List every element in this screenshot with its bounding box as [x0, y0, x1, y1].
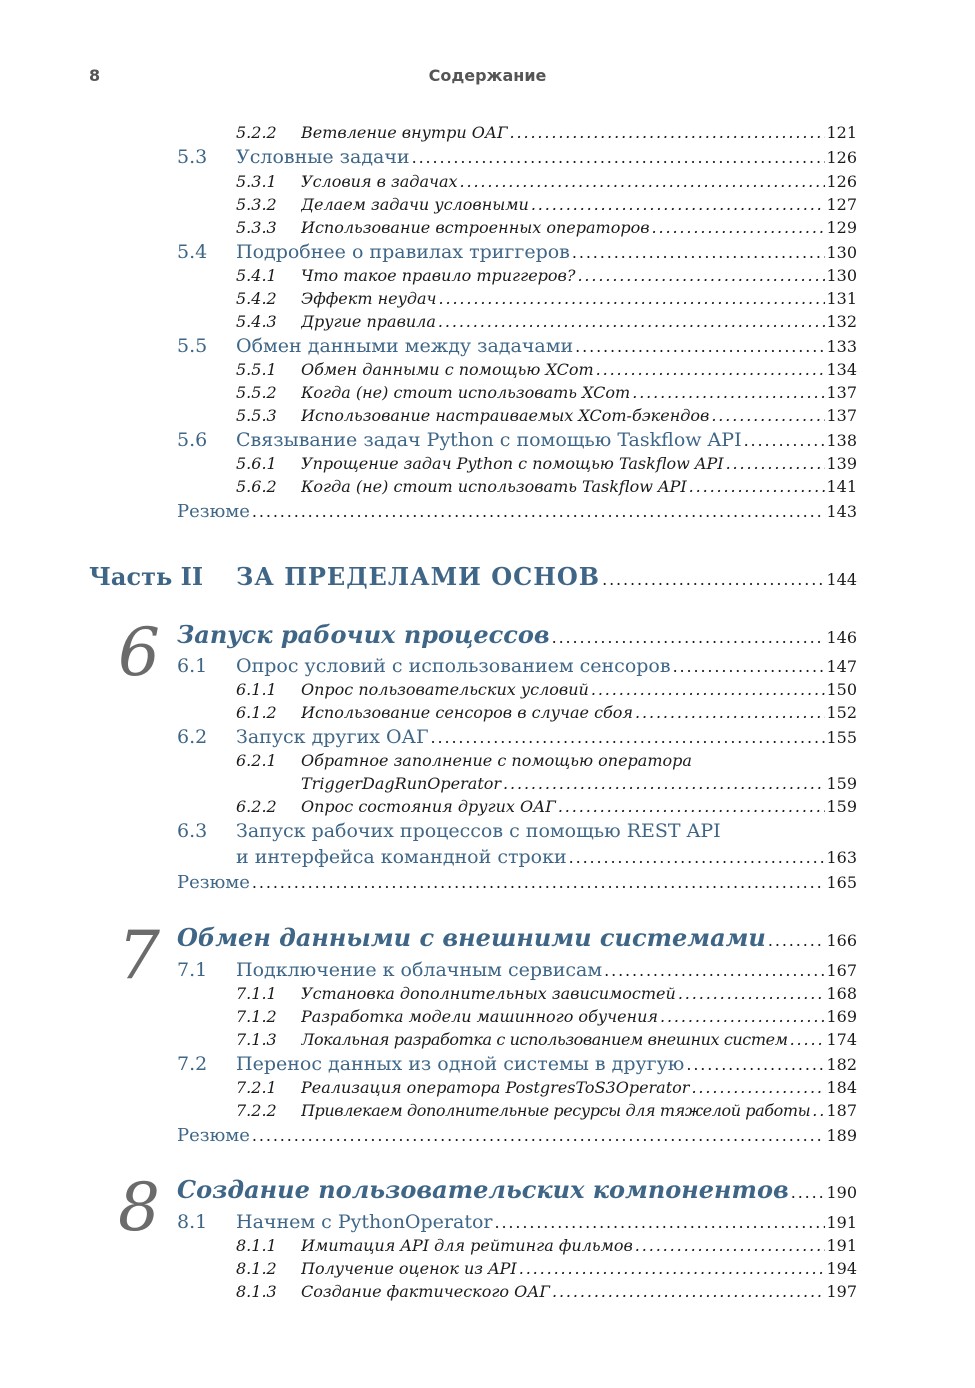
dot-leader: [604, 961, 825, 980]
entry-title: Другие правила: [301, 312, 436, 331]
dot-leader: [678, 984, 826, 1003]
entry-number: 7.2.1: [236, 1078, 277, 1097]
entry-page: 168: [826, 984, 857, 1003]
entry-title: Создание пользовательских компонентов: [177, 1175, 789, 1204]
toc-entry-6-2[interactable]: [177, 726, 857, 748]
toc-entry-7-2-2[interactable]: [236, 1101, 857, 1120]
entry-title: Создание фактического ОАГ: [301, 1282, 550, 1301]
dot-leader: [686, 1055, 825, 1074]
toc-entry-6-3[interactable]: [177, 820, 857, 842]
entry-number: 5.4.2: [236, 289, 277, 308]
entry-title: Использование сенсоров в случае сбоя: [301, 703, 634, 722]
toc-entry-6-2-2[interactable]: [236, 797, 857, 816]
dot-leader: [575, 337, 825, 356]
entry-number: 5.5.3: [236, 406, 277, 425]
dot-leader: [652, 218, 826, 237]
toc-entry-5-5-2[interactable]: [236, 383, 857, 402]
entry-title: Обмен данными с внешними системами: [177, 923, 766, 952]
dot-leader: [711, 406, 825, 425]
entry-page: 141: [826, 477, 857, 496]
dot-leader: [673, 657, 826, 676]
dot-leader: [768, 931, 826, 950]
entry-page: 130: [826, 266, 857, 285]
toc-entry-7-1-1[interactable]: [236, 984, 857, 1003]
entry-number: 5.6.2: [236, 477, 277, 496]
dot-leader: [791, 1183, 826, 1202]
entry-title: Обратное заполнение с помощью оператора: [301, 751, 692, 770]
entry-number: 5.6.1: [236, 454, 277, 473]
entry-page: 152: [826, 703, 857, 722]
toc-entry-6-3-cont[interactable]: [177, 846, 857, 868]
entry-number: 8.1: [177, 1211, 208, 1233]
entry-number: 7.1.2: [236, 1007, 277, 1026]
entry-title: Резюме: [177, 872, 250, 893]
entry-title: Обмен данными с помощью XCom: [301, 360, 594, 379]
dot-leader: [691, 1078, 825, 1097]
dot-leader: [602, 570, 825, 589]
toc-entry-5-6[interactable]: [177, 429, 857, 451]
entry-title: Связывание задач Python с помощью Taskflow API: [236, 429, 742, 451]
entry-number: 5.3.3: [236, 218, 277, 237]
dot-leader: [431, 728, 826, 747]
entry-page: 163: [826, 848, 857, 867]
entry-number: 6.2: [177, 726, 208, 748]
entry-page: 191: [826, 1213, 857, 1232]
entry-title: Запуск рабочих процессов: [177, 620, 550, 649]
entry-title: Условные задачи: [236, 146, 410, 168]
dot-leader: [591, 680, 826, 699]
entry-page: 150: [826, 680, 857, 699]
dot-leader: [635, 1236, 826, 1255]
entry-page: 137: [826, 406, 857, 425]
entry-number: 6.1.1: [236, 680, 277, 699]
entry-title: Опрос состояния других ОАГ: [301, 797, 556, 816]
toc-entry-5-6-1[interactable]: [236, 454, 857, 473]
entry-page: 191: [826, 1236, 857, 1255]
toc-entry-5-4[interactable]: [177, 241, 857, 263]
entry-page: 132: [826, 312, 857, 331]
entry-title: Установка дополнительных зависимостей: [301, 984, 676, 1003]
toc-entry-chapter-8[interactable]: [177, 1175, 857, 1204]
entry-title: ЗА ПРЕДЕЛАМИ ОСНОВ: [236, 562, 601, 591]
toc-entry-7-1-2[interactable]: [236, 1007, 857, 1026]
entry-title: Запуск рабочих процессов с помощью REST API: [236, 820, 721, 842]
entry-number: 7.1.3: [236, 1030, 277, 1049]
entry-number: 6.1: [177, 655, 208, 677]
toc-entry-7-1[interactable]: [177, 959, 857, 981]
toc-entry-5-3-2[interactable]: [236, 195, 857, 214]
entry-number: 6.3: [177, 820, 208, 842]
dot-leader: [252, 1126, 826, 1145]
entry-title: Упрощение задач Python с помощью Taskflow API: [301, 454, 724, 473]
entry-number: 5.3.1: [236, 172, 277, 191]
dot-leader: [812, 1101, 825, 1120]
dot-leader: [439, 289, 826, 308]
entry-page: 197: [826, 1282, 857, 1301]
toc-entry-5-3-3[interactable]: [236, 218, 857, 237]
toc-entry-chapter-7[interactable]: [177, 923, 857, 952]
dot-leader: [577, 266, 825, 285]
entry-page: 133: [826, 337, 857, 356]
toc-entry-6-2-1[interactable]: [236, 751, 857, 770]
dot-leader: [494, 1213, 825, 1232]
entry-number: 5.5.2: [236, 383, 277, 402]
dot-leader: [519, 1259, 826, 1278]
dot-leader: [460, 172, 826, 191]
entry-number: 8.1.1: [236, 1236, 277, 1255]
toc-entry-6-2-1-cont[interactable]: [236, 774, 857, 793]
toc-entry-5-4-3[interactable]: [236, 312, 857, 331]
toc-entry-6-1[interactable]: [177, 655, 857, 677]
entry-page: 139: [826, 454, 857, 473]
entry-page: 146: [826, 628, 857, 647]
toc-entry-5-5[interactable]: [177, 335, 857, 357]
entry-title: Делаем задачи условными: [301, 195, 529, 214]
toc-entry-chapter-6[interactable]: [177, 620, 857, 649]
toc-entry-8-1-3[interactable]: [236, 1282, 857, 1301]
entry-page: 187: [826, 1101, 857, 1120]
entry-page: 138: [826, 431, 857, 450]
entry-title: Локальная разработка с использованием внешних систем: [301, 1030, 788, 1049]
entry-title: Запуск других ОАГ: [236, 726, 429, 748]
entry-number: 5.5.1: [236, 360, 277, 379]
entry-page: 126: [826, 148, 857, 167]
toc-entry-7-1-3[interactable]: [236, 1030, 857, 1049]
toc-entry-6-1-1[interactable]: [236, 680, 857, 699]
toc-entry-5-5-3[interactable]: [236, 406, 857, 425]
entry-number: 7.1: [177, 959, 208, 981]
entry-title: Перенос данных из одной системы в другую: [236, 1053, 685, 1075]
chapter-number-6: 6: [118, 614, 160, 691]
entry-title: Опрос пользовательских условий: [301, 680, 589, 699]
entry-number: 8.1.3: [236, 1282, 277, 1301]
toc-entry-5-4-1[interactable]: [236, 266, 857, 285]
dot-leader: [660, 1007, 825, 1026]
entry-page: 127: [826, 195, 857, 214]
entry-number: 7.2: [177, 1053, 208, 1075]
entry-number: 5.3.2: [236, 195, 277, 214]
entry-number: 5.4: [177, 241, 208, 263]
page-header: [0, 66, 975, 94]
entry-title: Опрос условий с использованием сенсоров: [236, 655, 671, 677]
entry-title: Использование настраиваемых XCom-бэкендов: [301, 406, 710, 425]
entry-page: 129: [826, 218, 857, 237]
dot-leader: [572, 243, 826, 262]
part-label: Часть II: [89, 562, 204, 591]
entry-title: Подключение к облачным сервисам: [236, 959, 603, 981]
dot-leader: [635, 703, 825, 722]
dot-leader: [552, 1282, 825, 1301]
entry-page: 155: [826, 728, 857, 747]
toc-entry-8-1-1[interactable]: [236, 1236, 857, 1255]
chapter-number-7: 7: [118, 917, 160, 994]
entry-title: Использование встроенных операторов: [301, 218, 650, 237]
dot-leader: [552, 628, 826, 647]
entry-number: 6.1.2: [236, 703, 277, 722]
entry-title: Когда (не) стоит использовать Taskflow API: [301, 477, 687, 496]
entry-page: 130: [826, 243, 857, 262]
dot-leader: [510, 123, 826, 142]
entry-title: Имитация API для рейтинга фильмов: [301, 1236, 633, 1255]
entry-title: Обмен данными между задачами: [236, 335, 574, 357]
dot-leader: [531, 195, 826, 214]
dot-leader: [503, 774, 825, 793]
entry-number: 5.5: [177, 335, 208, 357]
toc-entry-6-1-2[interactable]: [236, 703, 857, 722]
entry-page: 134: [826, 360, 857, 379]
entry-number: 6.2.2: [236, 797, 277, 816]
entry-page: 131: [826, 289, 857, 308]
toc-entry-5-3[interactable]: [177, 146, 857, 168]
toc-entry-summary-7[interactable]: [177, 1125, 857, 1146]
entry-title-cont: TriggerDagRunOperator: [301, 774, 502, 793]
entry-page: 194: [826, 1259, 857, 1278]
toc-entry-7-2[interactable]: [177, 1053, 857, 1075]
dot-leader: [252, 502, 826, 521]
entry-title: Привлекаем дополнительные ресурсы для тяжелой работы: [301, 1101, 811, 1120]
entry-page: 121: [826, 123, 857, 142]
entry-page: 165: [826, 873, 857, 892]
entry-number: 8.1.2: [236, 1259, 277, 1278]
entry-title: Когда (не) стоит использовать XCom: [301, 383, 631, 402]
entry-title: Подробнее о правилах триггеров: [236, 241, 570, 263]
entry-title: Резюме: [177, 501, 250, 522]
dot-leader: [569, 848, 826, 867]
entry-number: 5.4.3: [236, 312, 277, 331]
entry-page: 184: [826, 1078, 857, 1097]
dot-leader: [689, 477, 826, 496]
entry-page: 144: [826, 570, 857, 589]
entry-page: 143: [826, 502, 857, 521]
toc-entry-5-5-1[interactable]: [236, 360, 857, 379]
entry-page: 166: [826, 931, 857, 950]
toc-entry-7-2-1[interactable]: [236, 1078, 857, 1097]
toc-entry-summary-5[interactable]: [177, 501, 857, 522]
toc-entry-5-4-2[interactable]: [236, 289, 857, 308]
entry-title: Ветвление внутри ОАГ: [301, 123, 508, 142]
entry-title: Начнем с PythonOperator: [236, 1211, 493, 1233]
entry-page: 189: [826, 1126, 857, 1145]
toc-entry-part-2[interactable]: [236, 562, 857, 591]
entry-title: Получение оценок из API: [301, 1259, 517, 1278]
entry-page: 182: [826, 1055, 857, 1074]
entry-page: 137: [826, 383, 857, 402]
chapter-number-8: 8: [118, 1169, 160, 1246]
toc-entry-summary-6[interactable]: [177, 872, 857, 893]
entry-number: 5.6: [177, 429, 208, 451]
entry-page: 190: [826, 1183, 857, 1202]
dot-leader: [726, 454, 826, 473]
page-number: 8: [89, 66, 101, 85]
entry-number: 7.1.1: [236, 984, 277, 1003]
entry-title: Что такое правило триггеров?: [301, 266, 576, 285]
entry-title: Резюме: [177, 1125, 250, 1146]
entry-number: 6.2.1: [236, 751, 277, 770]
dot-leader: [596, 360, 826, 379]
dot-leader: [558, 797, 826, 816]
dot-leader: [412, 148, 826, 167]
toc-entry-8-1[interactable]: [177, 1211, 857, 1233]
entry-page: 126: [826, 172, 857, 191]
entry-title: Условия в задачах: [301, 172, 458, 191]
running-head: Содержание: [428, 66, 547, 85]
entry-page: 167: [826, 961, 857, 980]
entry-title-cont: и интерфейса командной строки: [236, 846, 567, 868]
toc-entry-5-6-2[interactable]: [236, 477, 857, 496]
entry-number: 7.2.2: [236, 1101, 277, 1120]
dot-leader: [790, 1030, 826, 1049]
entry-title: Реализация оператора PostgresToS3Operator: [301, 1078, 690, 1097]
dot-leader: [632, 383, 825, 402]
entry-number: 5.4.1: [236, 266, 277, 285]
dot-leader: [252, 873, 826, 892]
toc-entry-5-3-1[interactable]: [236, 172, 857, 191]
entry-title: Эффект неудач: [301, 289, 437, 308]
toc-entry-5-2-2[interactable]: [236, 123, 857, 142]
entry-page: 159: [826, 797, 857, 816]
toc-entry-8-1-2[interactable]: [236, 1259, 857, 1278]
entry-number: 5.3: [177, 146, 208, 168]
entry-page: 169: [826, 1007, 857, 1026]
entry-title: Разработка модели машинного обучения: [301, 1007, 658, 1026]
dot-leader: [438, 312, 826, 331]
entry-page: 147: [826, 657, 857, 676]
dot-leader: [744, 431, 826, 450]
entry-page: 174: [826, 1030, 857, 1049]
entry-number: 5.2.2: [236, 123, 277, 142]
entry-page: 159: [826, 774, 857, 793]
